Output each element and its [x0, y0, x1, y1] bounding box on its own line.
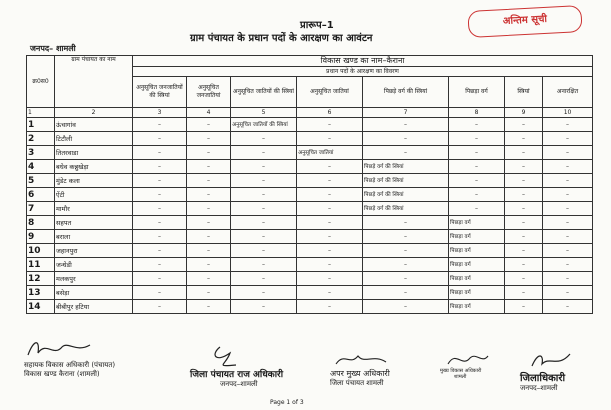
handwritten-signature-3 [330, 350, 390, 368]
reservation-cell: – [133, 272, 187, 286]
reservation-cell: – [363, 258, 449, 272]
row-number: 9 [27, 230, 55, 244]
row-number: 14 [27, 300, 55, 314]
village-name: बीबीपुर हटिया [55, 300, 133, 314]
reservation-cell: – [297, 216, 363, 230]
reservation-cell: – [297, 188, 363, 202]
reservation-cell: – [505, 258, 543, 272]
reservation-cell: – [187, 244, 231, 258]
reservation-cell: – [231, 160, 297, 174]
sig5-office: जनपद–शामली [520, 384, 558, 392]
sub-column-header: अनुसूचित जातियां [297, 77, 363, 108]
reservation-cell: – [133, 258, 187, 272]
reservation-cell: – [133, 146, 187, 160]
table-row [27, 160, 593, 174]
column-number: 3 [133, 108, 187, 118]
reservation-cell: – [543, 146, 593, 160]
reservation-cell: – [297, 174, 363, 188]
column-number: 9 [505, 108, 543, 118]
reservation-cell: – [363, 300, 449, 314]
sub-column-header: अनारक्षित [543, 77, 593, 108]
reservation-cell: – [187, 146, 231, 160]
table-row [27, 244, 593, 258]
reservation-cell: – [363, 244, 449, 258]
reservation-cell: – [297, 258, 363, 272]
reservation-table [26, 55, 593, 314]
village-name: ऐंटी [55, 188, 133, 202]
reservation-cell: – [187, 118, 231, 132]
village-name: जहानपुरा [55, 244, 133, 258]
table-row [27, 272, 593, 286]
column-number: 5 [231, 108, 297, 118]
reservation-cell: – [231, 230, 297, 244]
sub-column-header: पिछड़ा वर्ग [449, 77, 505, 108]
reservation-cell: पिछड़ा वर्ग [449, 258, 505, 272]
table-row [27, 258, 593, 272]
reservation-cell: – [187, 132, 231, 146]
reservation-cell: – [187, 188, 231, 202]
table-row [27, 230, 593, 244]
reservation-cell: – [133, 188, 187, 202]
sub-column-header: अनुसूचित जातियों की स्त्रियां [231, 77, 297, 108]
village-name: मामौर [55, 202, 133, 216]
reservation-cell: – [187, 286, 231, 300]
reservation-cell: – [187, 160, 231, 174]
reservation-cell: – [543, 174, 593, 188]
sig1-office: विकास खण्ड कैराना (शामली) [24, 370, 100, 378]
reservation-cell: – [363, 118, 449, 132]
handwritten-signature-1 [24, 335, 94, 361]
reservation-cell: – [505, 188, 543, 202]
reservation-cell: – [133, 174, 187, 188]
details-header: प्रधान पदों के आरक्षण का विवरण [133, 67, 593, 77]
signature-block-dpro [190, 345, 283, 389]
sig2-title: जिला पंचायत राज अधिकारी [190, 370, 284, 380]
village-name: ऊंचागांव [55, 118, 133, 132]
reservation-cell: – [231, 216, 297, 230]
signature-block-ado [24, 335, 115, 379]
column-number: 8 [449, 108, 505, 118]
reservation-cell: – [297, 272, 363, 286]
row-number: 2 [27, 132, 55, 146]
reservation-cell: – [363, 272, 449, 286]
block-name: विकास खण्ड का नाम–कैराना [133, 56, 593, 67]
reservation-cell: – [187, 216, 231, 230]
sig3-title: अपर मुख्य अधिकारी [330, 369, 390, 378]
reservation-cell: – [505, 118, 543, 132]
reservation-cell: – [231, 132, 297, 146]
reservation-cell: – [505, 230, 543, 244]
sig3-office: जिला पंचायत शामली [330, 379, 384, 387]
reservation-cell: पिछड़ा वर्ग [449, 272, 505, 286]
row-number: 11 [27, 258, 55, 272]
reservation-cell: – [133, 230, 187, 244]
reservation-cell: – [187, 258, 231, 272]
reservation-cell: – [133, 286, 187, 300]
row-number: 6 [27, 188, 55, 202]
row-number: 10 [27, 244, 55, 258]
reservation-cell: – [231, 202, 297, 216]
table-row [27, 216, 593, 230]
reservation-cell: – [505, 272, 543, 286]
reservation-cell: – [187, 300, 231, 314]
row-number: 5 [27, 174, 55, 188]
reservation-cell: पिछड़े वर्ग की स्त्रियां [363, 174, 449, 188]
sub-column-header: अनुसूचित जनजातियां [187, 77, 231, 108]
column-number: 7 [363, 108, 449, 118]
reservation-cell: – [231, 146, 297, 160]
reservation-cell: – [505, 202, 543, 216]
col-village-header: ग्राम पंचायत का नाम [55, 56, 133, 108]
reservation-cell: – [297, 118, 363, 132]
reservation-cell: अनुसूचित जातियों की स्त्रियां [231, 118, 297, 132]
signature-block-amo [330, 350, 390, 388]
reservation-cell: – [449, 174, 505, 188]
reservation-cell: पिछड़े वर्ग की स्त्रियां [363, 188, 449, 202]
reservation-cell: – [297, 286, 363, 300]
reservation-cell: पिछड़ा वर्ग [449, 216, 505, 230]
reservation-cell: – [133, 216, 187, 230]
reservation-cell: – [187, 272, 231, 286]
col-sno-header: क्र0स0 [27, 56, 55, 108]
reservation-cell: – [133, 118, 187, 132]
village-name: मलकपुर [55, 272, 133, 286]
reservation-cell: – [543, 202, 593, 216]
final-list-stamp: अन्तिम सूची [467, 5, 582, 38]
table-row [27, 202, 593, 216]
reservation-cell: – [505, 244, 543, 258]
page-title: ग्राम पंचायत के प्रधान पदों के आरक्षण का आवंटन [190, 33, 373, 44]
reservation-cell: – [231, 244, 297, 258]
row-number: 1 [27, 118, 55, 132]
sig4-title: मुख्य विकास अधिकारी [440, 368, 482, 374]
reservation-cell: – [543, 300, 593, 314]
village-name: बराला [55, 230, 133, 244]
reservation-cell: – [543, 160, 593, 174]
column-number: 10 [543, 108, 593, 118]
reservation-cell: – [297, 160, 363, 174]
reservation-cell: – [543, 286, 593, 300]
reservation-cell: – [449, 146, 505, 160]
row-number: 8 [27, 216, 55, 230]
reservation-cell: – [187, 174, 231, 188]
row-number: 12 [27, 272, 55, 286]
sig2-office: जनपद–शामली [220, 380, 258, 388]
table-row [27, 132, 593, 146]
reservation-cell: पिछड़ा वर्ग [449, 300, 505, 314]
reservation-cell: – [231, 188, 297, 202]
reservation-cell: – [363, 146, 449, 160]
row-number: 4 [27, 160, 55, 174]
sig1-title: सहायक विकास अधिकारी (पंचायत) [24, 361, 116, 369]
reservation-cell: पिछड़ा वर्ग [449, 230, 505, 244]
district-label: जनपद– शामली [30, 44, 76, 53]
handwritten-signature-2 [190, 345, 250, 367]
reservation-cell: – [297, 132, 363, 146]
reservation-cell: – [505, 132, 543, 146]
table-row [27, 118, 593, 132]
sub-column-header: पिछड़े वर्ग की स्त्रियां [363, 77, 449, 108]
reservation-cell: – [449, 188, 505, 202]
reservation-cell: पिछड़ा वर्ग [449, 286, 505, 300]
reservation-cell: – [231, 300, 297, 314]
form-title: प्रारूप–1 [300, 20, 334, 31]
reservation-cell: – [543, 230, 593, 244]
village-name: जन्धेडी [55, 258, 133, 272]
reservation-cell: – [297, 202, 363, 216]
table-row [27, 300, 593, 314]
signature-block-dm [520, 350, 576, 393]
reservation-cell: – [543, 188, 593, 202]
reservation-cell: – [543, 216, 593, 230]
reservation-cell: – [363, 216, 449, 230]
reservation-cell: – [133, 300, 187, 314]
column-number: 2 [55, 108, 133, 118]
reservation-cell: – [231, 174, 297, 188]
reservation-cell: – [363, 230, 449, 244]
reservation-cell: – [505, 146, 543, 160]
sub-column-header: अनुसूचित जनजातियों की स्त्रियां [133, 77, 187, 108]
village-name: टिटौली [55, 132, 133, 146]
reservation-cell: पिछड़ा वर्ग [449, 244, 505, 258]
village-name: तितरवाडा [55, 146, 133, 160]
reservation-cell: – [363, 132, 449, 146]
sig5-title: जिलाधिकारी [520, 373, 566, 384]
reservation-cell: – [231, 272, 297, 286]
row-number: 3 [27, 146, 55, 160]
sig4-office: शामली [454, 374, 467, 380]
handwritten-signature-4 [440, 350, 490, 368]
table-row [27, 188, 593, 202]
reservation-cell: – [449, 118, 505, 132]
village-name: सहपत [55, 216, 133, 230]
reservation-cell: – [449, 132, 505, 146]
reservation-cell: – [297, 300, 363, 314]
reservation-cell: – [505, 174, 543, 188]
reservation-cell: – [543, 244, 593, 258]
reservation-cell: – [543, 132, 593, 146]
reservation-cell: – [505, 300, 543, 314]
reservation-cell: – [133, 132, 187, 146]
reservation-cell: – [505, 160, 543, 174]
sub-column-header: स्त्रियां [505, 77, 543, 108]
reservation-cell: – [363, 286, 449, 300]
column-number: 6 [297, 108, 363, 118]
column-number: 1 [27, 108, 55, 118]
reservation-cell: पिछड़े वर्ग की स्त्रियां [363, 202, 449, 216]
reservation-cell: – [543, 272, 593, 286]
reservation-cell: – [543, 258, 593, 272]
reservation-cell: – [187, 202, 231, 216]
reservation-cell: – [505, 286, 543, 300]
table-row [27, 146, 593, 160]
village-name: मुंडेट कला [55, 174, 133, 188]
page-number: Page 1 of 3 [270, 399, 304, 406]
reservation-cell: – [133, 160, 187, 174]
reservation-cell: – [543, 118, 593, 132]
reservation-cell: – [449, 202, 505, 216]
table-row [27, 286, 593, 300]
row-number: 13 [27, 286, 55, 300]
reservation-cell: – [449, 160, 505, 174]
village-name: बसेड़ा [55, 286, 133, 300]
handwritten-signature-5 [520, 350, 576, 370]
reservation-cell: – [297, 244, 363, 258]
reservation-cell: – [297, 230, 363, 244]
row-number: 7 [27, 202, 55, 216]
reservation-cell: पिछड़े वर्ग की स्त्रियां [363, 160, 449, 174]
reservation-cell: – [133, 244, 187, 258]
reservation-cell: अनुसूचित जातियां [297, 146, 363, 160]
column-number: 4 [187, 108, 231, 118]
reservation-cell: – [231, 258, 297, 272]
signature-block-cdo [440, 350, 490, 380]
reservation-cell: – [187, 230, 231, 244]
reservation-cell: – [133, 202, 187, 216]
table-row [27, 174, 593, 188]
reservation-cell: – [505, 216, 543, 230]
village-name: बधेव कन्नुखेड़ा [55, 160, 133, 174]
reservation-cell: – [231, 286, 297, 300]
